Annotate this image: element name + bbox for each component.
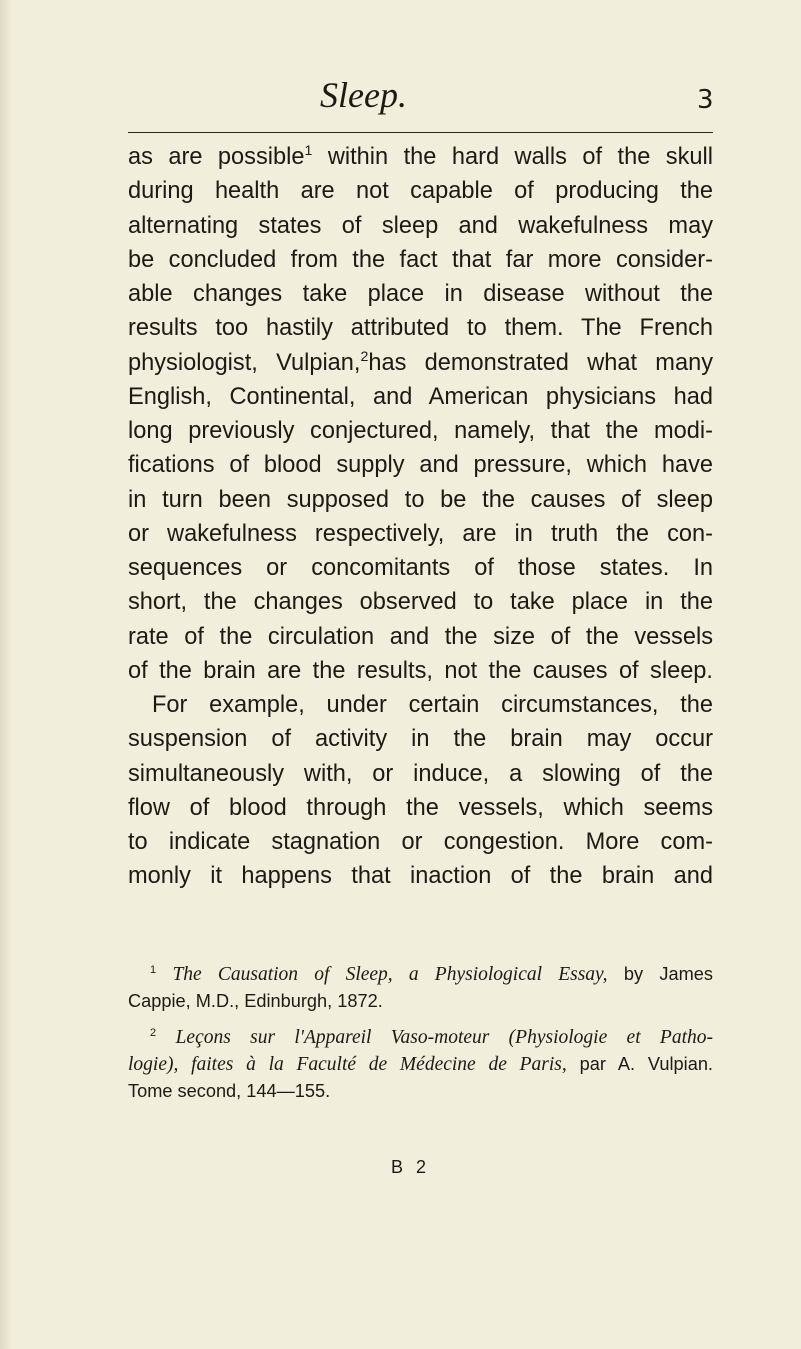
text-line: sequences or concomitants of those states. In bbox=[128, 555, 713, 581]
text-line: physiologist, Vulpian,$^2$has demonstrated what many bbox=[128, 348, 713, 376]
footnote-mark: 1 bbox=[150, 963, 157, 976]
footnote-title: The Causation of Sleep, a Physiological Essay, bbox=[172, 964, 608, 985]
running-title: Sleep. bbox=[320, 75, 407, 115]
text-line: as are possible$^1$ within the hard walls of the skull bbox=[128, 143, 713, 170]
text-line: rate of the circulation and the size of the vessels bbox=[128, 623, 713, 650]
page-number: 3 bbox=[697, 85, 714, 115]
signature-mark: B 2 bbox=[390, 1157, 431, 1177]
text-line: to indicate stagnation or congestion. More com- bbox=[128, 829, 713, 855]
footnotes bbox=[128, 961, 713, 1105]
text-line: in turn been supposed to be the causes of sleep bbox=[128, 486, 713, 513]
text-line: alternating states of sleep and wakefulness may bbox=[128, 212, 713, 239]
footnote-ref-1: 1 bbox=[304, 143, 313, 160]
text-line: long previously conjectured, namely, that the modi- bbox=[128, 418, 713, 444]
text-line: simultaneously with, or induce, a slowing of the bbox=[128, 760, 713, 787]
body-text bbox=[128, 140, 713, 894]
text-line: flow of blood through the vessels, which seems bbox=[128, 794, 713, 821]
text-line: short, the changes observed to take place in the bbox=[128, 589, 713, 616]
text-line: be concluded from the fact that far more consider- bbox=[128, 246, 713, 273]
text-line: English, Continental, and American physicians had bbox=[128, 383, 713, 410]
footnote-1: $^1$ The Causation of Sleep, a Physiological Essay, by James bbox=[150, 963, 713, 985]
text-line: suspension of activity in the brain may occur bbox=[128, 726, 713, 753]
text-line: or wakefulness respectively, are in truth the con- bbox=[128, 520, 713, 547]
footnote-mark: 2 bbox=[150, 1026, 157, 1039]
footnote-title: Leçons sur l'Appareil Vaso-moteur (Physiologie et Patho- bbox=[175, 1027, 713, 1048]
text-line: able changes take place in disease without the bbox=[128, 281, 713, 307]
page-header bbox=[0, 72, 801, 122]
text-line: results too hastily attributed to them. The French bbox=[128, 315, 713, 342]
text-line: monly it happens that inaction of the brain and bbox=[128, 863, 713, 890]
page-edge-shadow bbox=[0, 0, 12, 1349]
footnote-ref-2: 2 bbox=[360, 348, 369, 365]
text-line: fications of blood supply and pressure, which have bbox=[128, 452, 713, 479]
footnote-2-cont: logie), faites à la Faculté de Médecine de Paris, par A. Vulpian. bbox=[128, 1054, 713, 1075]
header-rule bbox=[128, 132, 713, 133]
text-line: For example, under certain circumstances, the bbox=[152, 692, 713, 718]
footnote-2-cont: Tome second, 144—155. bbox=[128, 1081, 331, 1101]
footnote-2 bbox=[128, 1024, 713, 1051]
text-line: of the brain are the results, not the causes of sleep. bbox=[128, 657, 713, 684]
text-line: during health are not capable of producing the bbox=[128, 178, 713, 205]
footnote-1-cont: Cappie, M.D., Edinburgh, 1872. bbox=[128, 991, 383, 1011]
